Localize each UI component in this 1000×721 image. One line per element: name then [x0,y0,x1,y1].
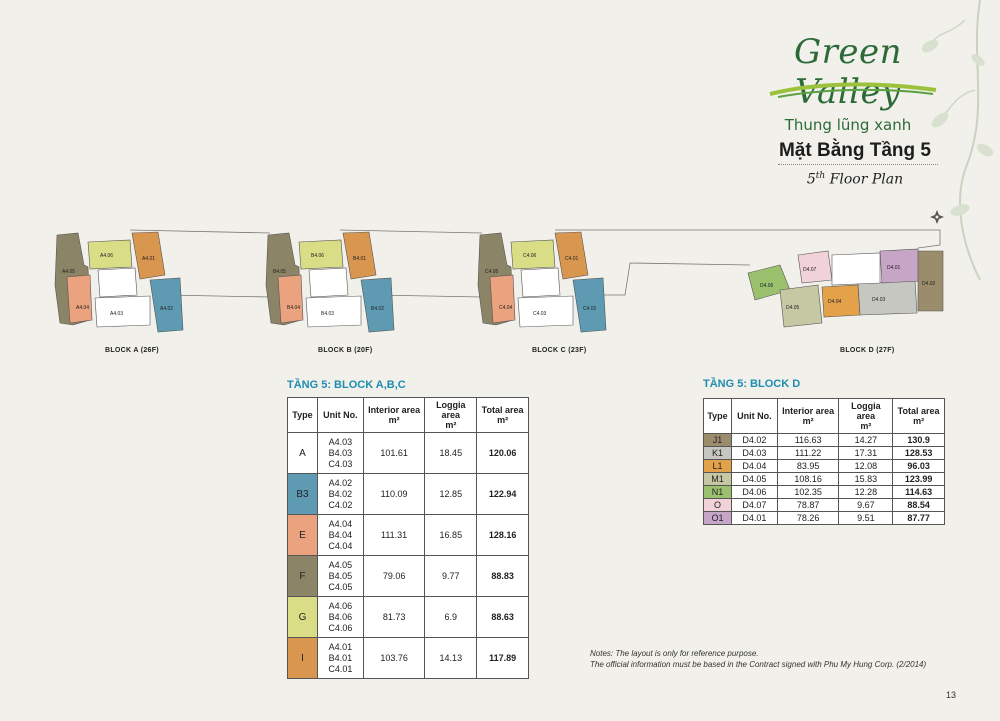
unit-label: C4.03 [533,311,547,317]
header-interior: Interior area m² [777,399,839,434]
type-cell: G [288,597,318,638]
unit-cell: D4.03 [731,447,777,460]
loggia-cell: 14.27 [839,434,893,447]
unit-label: B4.03 [321,311,335,317]
block-a-plan [55,232,183,332]
block-d-label: BLOCK D (27F) [840,347,895,354]
loggia-cell: 12.28 [839,486,893,499]
unit-cell: A4.03 B4.03 C4.03 [317,433,363,474]
compass-icon [930,210,944,224]
unit-label: C4.06 [523,253,537,259]
type-cell: N1 [704,486,732,499]
type-cell: O1 [704,512,732,525]
table-row [704,460,945,473]
table-row [288,597,529,638]
loggia-cell: 17.31 [839,447,893,460]
table-row [704,434,945,447]
total-cell: 122.94 [477,474,529,515]
loggia-cell: 9.77 [425,556,477,597]
notes-line-2: The official information must be based in the Contract signed with Phu My Hung Corp. (2/2014) [590,660,927,669]
unit-label: A4.06 [100,253,114,259]
interior-cell: 103.76 [363,638,425,679]
block-b-label: BLOCK B (20F) [318,347,373,354]
table-abc-title: TẦNG 5: BLOCK A,B,C [287,379,406,391]
unit-label: C4.05 [485,269,499,275]
block-c-plan [478,232,606,332]
connector-line [555,230,940,248]
title-divider [778,164,938,165]
block-d-plan [748,249,943,327]
table-header-row [288,398,529,433]
interior-cell: 111.31 [363,515,425,556]
unit-label: B4.04 [287,305,301,311]
loggia-cell: 18.45 [425,433,477,474]
logo-wordmark: Green Valley [793,32,903,112]
loggia-cell: 9.67 [839,499,893,512]
table-row [704,499,945,512]
unit-label: B4.06 [311,253,325,259]
loggia-cell: 16.85 [425,515,477,556]
total-cell: 117.89 [477,638,529,679]
header-loggia: Loggia area m² [425,398,477,433]
header-loggia: Loggia area m² [839,399,893,434]
interior-cell: 79.06 [363,556,425,597]
unit-label: A4.03 [110,311,124,317]
total-cell: 114.63 [893,486,945,499]
loggia-cell: 6.9 [425,597,477,638]
unit-label: C4.04 [499,305,513,311]
header-interior: Interior area m² [363,398,425,433]
loggia-cell: 14.13 [425,638,477,679]
table-header-row [704,399,945,434]
unit-label: B4.05 [273,269,287,275]
unit-label: C4.02 [583,306,597,312]
connector-line [590,263,750,295]
block-c-label: BLOCK C (23F) [532,347,587,354]
unit-label: A4.02 [160,306,174,312]
type-cell: I [288,638,318,679]
unit-cell: D4.02 [731,434,777,447]
type-cell: M1 [704,473,732,486]
units-table-d [703,398,945,525]
interior-cell: 110.09 [363,474,425,515]
total-cell: 88.54 [893,499,945,512]
header-type: Type [288,398,318,433]
unit-label: D4.02 [922,281,936,287]
table-row [288,474,529,515]
header-unit: Unit No. [731,399,777,434]
unit-cell: A4.02 B4.02 C4.02 [317,474,363,515]
loggia-cell: 12.08 [839,460,893,473]
interior-cell: 116.63 [777,434,839,447]
unit-label: A4.01 [142,256,156,262]
green-valley-logo [748,32,948,134]
unit-label: D4.05 [786,305,800,311]
total-cell: 128.16 [477,515,529,556]
block-b-plan [266,232,394,332]
unit-label: A4.04 [76,305,90,311]
table-row [288,515,529,556]
total-cell: 96.03 [893,460,945,473]
page-number: 13 [946,690,957,700]
unit-label: C4.01 [565,256,579,262]
unit-cell: A4.04 B4.04 C4.04 [317,515,363,556]
unit-cell: D4.01 [731,512,777,525]
interior-cell: 101.61 [363,433,425,474]
page-subtitle: 5th Floor Plan [806,171,904,188]
table-row [288,638,529,679]
disclaimer-notes [590,648,970,670]
unit-label: B4.01 [353,256,367,262]
unit-label: D4.04 [828,299,842,305]
interior-cell: 78.87 [777,499,839,512]
interior-cell: 102.35 [777,486,839,499]
header-total: Total area m² [893,399,945,434]
unit-cell: D4.06 [731,486,777,499]
type-cell: B3 [288,474,318,515]
page-title: Mặt Bằng Tầng 5 [778,140,931,161]
type-cell: K1 [704,447,732,460]
unit-label: A4.05 [62,269,76,275]
total-cell: 128.53 [893,447,945,460]
table-row [704,473,945,486]
type-cell: L1 [704,460,732,473]
unit-cell: A4.01 B4.01 C4.01 [317,638,363,679]
floor-plan-diagram [0,205,1000,365]
header-type: Type [704,399,732,434]
total-cell: 123.99 [893,473,945,486]
units-table-abc [287,397,529,679]
type-cell: J1 [704,434,732,447]
loggia-cell: 12.85 [425,474,477,515]
total-cell: 88.63 [477,597,529,638]
type-cell: A [288,433,318,474]
unit-label: D4.07 [803,267,817,273]
notes-line-1: Notes: The layout is only for reference purpose. [590,649,759,658]
type-cell: E [288,515,318,556]
table-row [704,512,945,525]
header-unit: Unit No. [317,398,363,433]
interior-cell: 111.22 [777,447,839,460]
interior-cell: 81.73 [363,597,425,638]
table-row [704,447,945,460]
logo-swoosh [768,80,938,100]
total-cell: 87.77 [893,512,945,525]
type-cell: F [288,556,318,597]
interior-cell: 78.26 [777,512,839,525]
table-d-title: TẦNG 5: BLOCK D [703,378,801,390]
unit-label: D4.01 [887,265,901,271]
total-cell: 130.9 [893,434,945,447]
unit-label: D4.03 [872,297,886,303]
unit-label: B4.02 [371,306,385,312]
unit-cell: A4.06 B4.06 C4.06 [317,597,363,638]
total-cell: 88.83 [477,556,529,597]
interior-cell: 83.95 [777,460,839,473]
loggia-cell: 15.83 [839,473,893,486]
total-cell: 120.06 [477,433,529,474]
interior-cell: 108.16 [777,473,839,486]
table-row [704,486,945,499]
unit-cell: D4.04 [731,460,777,473]
unit-cell: A4.05 B4.05 C4.05 [317,556,363,597]
type-cell: O [704,499,732,512]
block-a-label: BLOCK A (26F) [105,347,159,354]
header-total: Total area m² [477,398,529,433]
table-row [288,433,529,474]
unit-label: D4.06 [760,283,774,289]
logo-subtitle: Thung lũng xanh [784,116,912,134]
loggia-cell: 9.51 [839,512,893,525]
unit-cell: D4.05 [731,473,777,486]
unit-cell: D4.07 [731,499,777,512]
table-row [288,556,529,597]
